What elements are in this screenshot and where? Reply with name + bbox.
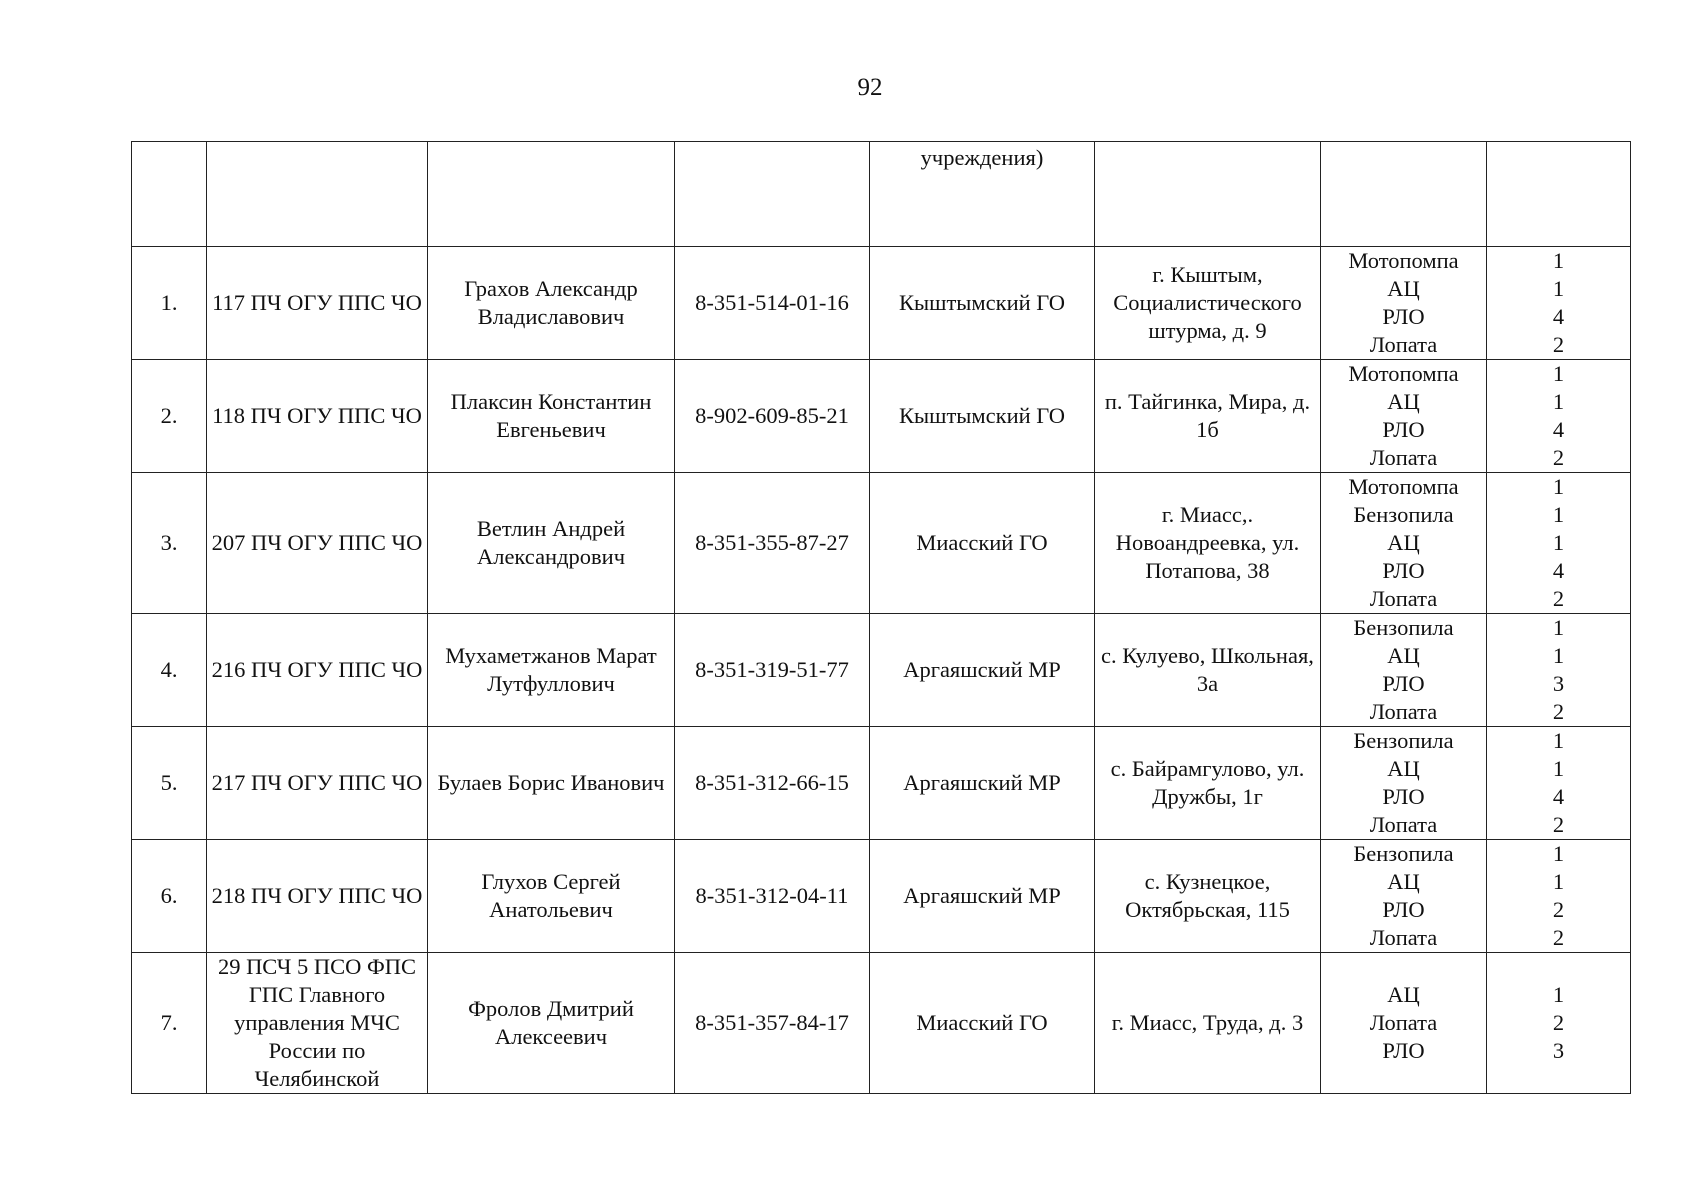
row-number-cell: 7. — [132, 953, 207, 1094]
equipment-cell — [1321, 247, 1487, 360]
address-cell: с. Байрамгулово, ул. Дружбы, 1г — [1095, 727, 1321, 840]
row-number-cell: 1. — [132, 247, 207, 360]
phone-number-cell: 8-351-319-51-77 — [675, 614, 870, 727]
row-number-cell: 2. — [132, 360, 207, 473]
equipment-item: РЛО — [1382, 1038, 1425, 1063]
equipment-table — [131, 141, 1631, 1094]
quantity-value: 4 — [1552, 417, 1565, 442]
equipment-item: Мотопомпа — [1348, 248, 1459, 273]
continuation-text: учреждения) — [920, 145, 1044, 170]
equipment-item: Лопата — [1369, 586, 1438, 611]
quantity-value: 1 — [1552, 530, 1565, 555]
phone-number-cell: 8-902-609-85-21 — [675, 360, 870, 473]
quantity-cell — [1487, 727, 1631, 840]
responsible-person-cell: Глухов Сергей Анатольевич — [428, 840, 675, 953]
header-cell-quantity — [1487, 142, 1631, 247]
equipment-item: Лопата — [1369, 445, 1438, 470]
district-cell: Кыштымский ГО — [870, 360, 1095, 473]
equipment-item: Лопата — [1369, 332, 1438, 357]
quantity-value: 1 — [1552, 756, 1565, 781]
phone-number-cell: 8-351-312-66-15 — [675, 727, 870, 840]
fire-unit-cell: 207 ПЧ ОГУ ППС ЧО — [207, 473, 428, 614]
quantity-value: 1 — [1552, 361, 1565, 386]
equipment-cell — [1321, 953, 1487, 1094]
equipment-cell — [1321, 614, 1487, 727]
district-cell: Аргаяшский МР — [870, 614, 1095, 727]
equipment-cell — [1321, 473, 1487, 614]
quantity-value: 2 — [1552, 897, 1565, 922]
header-cell-phone — [675, 142, 870, 247]
district-cell: Аргаяшский МР — [870, 840, 1095, 953]
equipment-item: Лопата — [1369, 1010, 1438, 1035]
address-cell: г. Миасс,. Новоандреевка, ул. Потапова, 38 — [1095, 473, 1321, 614]
district-cell: Кыштымский ГО — [870, 247, 1095, 360]
phone-number-cell: 8-351-514-01-16 — [675, 247, 870, 360]
equipment-item: Бензопила — [1353, 841, 1454, 866]
row-number-cell: 5. — [132, 727, 207, 840]
quantity-cell — [1487, 614, 1631, 727]
table-row — [132, 840, 1631, 953]
district-cell: Миасский ГО — [870, 473, 1095, 614]
quantity-value: 2 — [1552, 812, 1565, 837]
header-cell-num — [132, 142, 207, 247]
equipment-item: АЦ — [1387, 643, 1420, 668]
responsible-person-cell: Фролов Дмитрий Алексеевич — [428, 953, 675, 1094]
quantity-value: 1 — [1552, 474, 1565, 499]
equipment-item: Бензопила — [1353, 728, 1454, 753]
equipment-item: Лопата — [1369, 925, 1438, 950]
quantity-cell — [1487, 247, 1631, 360]
fire-unit-cell: 117 ПЧ ОГУ ППС ЧО — [207, 247, 428, 360]
header-cell-equipment — [1321, 142, 1487, 247]
quantity-value: 1 — [1552, 643, 1565, 668]
quantity-cell — [1487, 840, 1631, 953]
quantity-cell — [1487, 473, 1631, 614]
responsible-person-cell: Булаев Борис Иванович — [428, 727, 675, 840]
table-row — [132, 614, 1631, 727]
equipment-cell — [1321, 840, 1487, 953]
equipment-item: АЦ — [1387, 530, 1420, 555]
fire-unit-cell: 29 ПСЧ 5 ПСО ФПС ГПС Главного управления МЧС России по Челябинской — [207, 953, 428, 1094]
district-cell: Аргаяшский МР — [870, 727, 1095, 840]
equipment-item: АЦ — [1387, 276, 1420, 301]
quantity-value: 4 — [1552, 784, 1565, 809]
header-cell-address — [1095, 142, 1321, 247]
address-cell: г. Миасс, Труда, д. 3 — [1095, 953, 1321, 1094]
page-number: 92 — [857, 74, 883, 101]
equipment-item: Лопата — [1369, 812, 1438, 837]
quantity-value: 1 — [1552, 728, 1565, 753]
phone-number-cell: 8-351-357-84-17 — [675, 953, 870, 1094]
equipment-item: Бензопила — [1353, 615, 1454, 640]
table-row — [132, 727, 1631, 840]
quantity-cell — [1487, 360, 1631, 473]
address-cell: п. Тайгинка, Мира, д. 1б — [1095, 360, 1321, 473]
equipment-item: Мотопомпа — [1348, 474, 1459, 499]
equipment-item: РЛО — [1382, 558, 1425, 583]
quantity-value: 2 — [1552, 332, 1565, 357]
fire-unit-cell: 216 ПЧ ОГУ ППС ЧО — [207, 614, 428, 727]
equipment-item: Лопата — [1369, 699, 1438, 724]
quantity-value: 1 — [1552, 389, 1565, 414]
quantity-value: 2 — [1552, 1010, 1565, 1035]
fire-unit-cell: 217 ПЧ ОГУ ППС ЧО — [207, 727, 428, 840]
responsible-person-cell: Плаксин Константин Евгеньевич — [428, 360, 675, 473]
equipment-item: Мотопомпа — [1348, 361, 1459, 386]
quantity-value: 1 — [1552, 276, 1565, 301]
quantity-value: 4 — [1552, 558, 1565, 583]
equipment-item: РЛО — [1382, 671, 1425, 696]
table-row — [132, 247, 1631, 360]
equipment-item: РЛО — [1382, 417, 1425, 442]
equipment-item: РЛО — [1382, 304, 1425, 329]
quantity-value: 1 — [1552, 841, 1565, 866]
quantity-value: 2 — [1552, 445, 1565, 470]
phone-number-cell: 8-351-355-87-27 — [675, 473, 870, 614]
quantity-value: 1 — [1552, 982, 1565, 1007]
responsible-person-cell: Грахов Александр Владиславович — [428, 247, 675, 360]
phone-number-cell: 8-351-312-04-11 — [675, 840, 870, 953]
quantity-value: 2 — [1552, 925, 1565, 950]
equipment-item: АЦ — [1387, 389, 1420, 414]
fire-unit-cell: 118 ПЧ ОГУ ППС ЧО — [207, 360, 428, 473]
equipment-item: РЛО — [1382, 897, 1425, 922]
equipment-item: Бензопила — [1353, 502, 1454, 527]
equipment-cell — [1321, 727, 1487, 840]
quantity-value: 4 — [1552, 304, 1565, 329]
table-row — [132, 360, 1631, 473]
quantity-value: 2 — [1552, 699, 1565, 724]
row-number-cell: 6. — [132, 840, 207, 953]
responsible-person-cell: Ветлин Андрей Александрович — [428, 473, 675, 614]
address-cell: с. Кузнецкое, Октябрьская, 115 — [1095, 840, 1321, 953]
fire-unit-cell: 218 ПЧ ОГУ ППС ЧО — [207, 840, 428, 953]
equipment-item: АЦ — [1387, 982, 1420, 1007]
quantity-value: 1 — [1552, 869, 1565, 894]
equipment-item: АЦ — [1387, 869, 1420, 894]
equipment-cell — [1321, 360, 1487, 473]
table-row — [132, 473, 1631, 614]
row-number-cell: 4. — [132, 614, 207, 727]
header-cell-person — [428, 142, 675, 247]
header-cell-unit — [207, 142, 428, 247]
quantity-value: 1 — [1552, 615, 1565, 640]
equipment-item: РЛО — [1382, 784, 1425, 809]
quantity-value: 3 — [1552, 1038, 1565, 1063]
quantity-value: 3 — [1552, 671, 1565, 696]
quantity-cell — [1487, 953, 1631, 1094]
quantity-value: 1 — [1552, 502, 1565, 527]
quantity-value: 2 — [1552, 586, 1565, 611]
district-cell: Миасский ГО — [870, 953, 1095, 1094]
equipment-item: АЦ — [1387, 756, 1420, 781]
row-number-cell: 3. — [132, 473, 207, 614]
table-row — [132, 953, 1631, 1094]
header-cell-district — [870, 142, 1095, 247]
address-cell: г. Кыштым, Социалистического штурма, д. 9 — [1095, 247, 1321, 360]
quantity-value: 1 — [1552, 248, 1565, 273]
address-cell: с. Кулуево, Школьная, 3а — [1095, 614, 1321, 727]
continuation-header-row — [132, 142, 1631, 247]
responsible-person-cell: Мухаметжанов Марат Лутфуллович — [428, 614, 675, 727]
